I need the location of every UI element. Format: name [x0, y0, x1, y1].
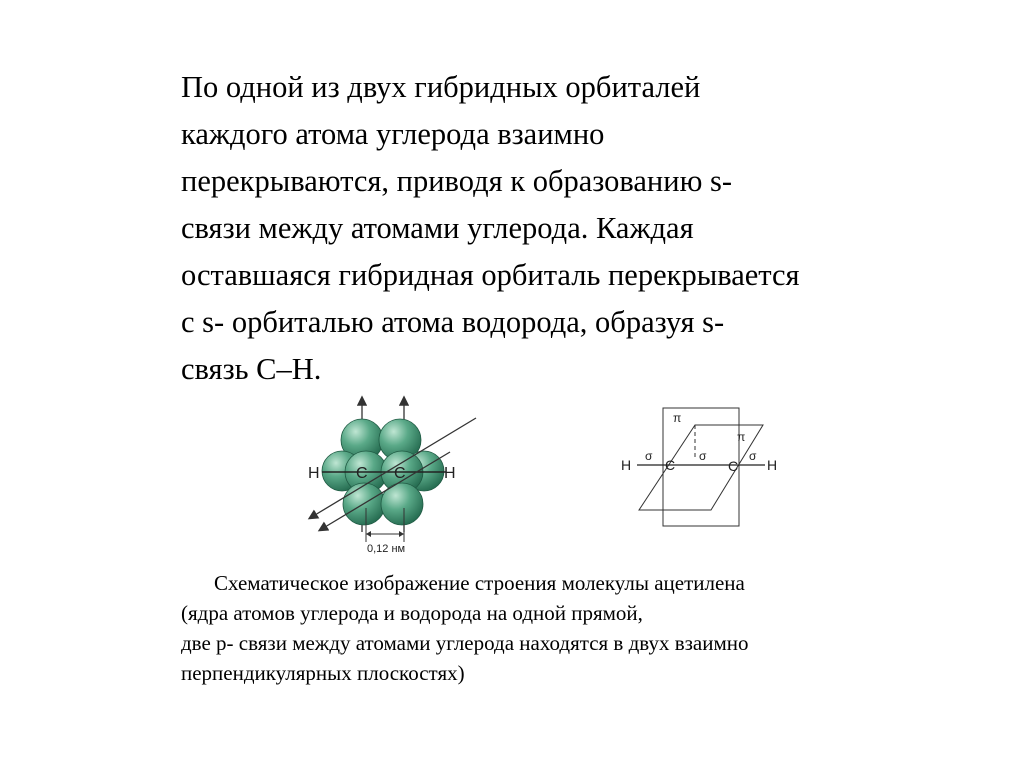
- atom-label-h-right: H: [444, 465, 456, 482]
- paragraph-line: перекрываются, приводя к образованию s-: [181, 164, 733, 198]
- acetylene-orbital-model: [290, 392, 490, 562]
- paragraph-line: каждого атома углерода взаимно: [181, 117, 605, 151]
- scheme-h-left: H: [621, 457, 632, 473]
- paragraph-line: оставшаяся гибридная орбиталь перекрывается: [181, 258, 800, 292]
- paragraph-line: связь С–Н.: [181, 352, 322, 386]
- main-paragraph: [181, 64, 1011, 393]
- paragraph-line: с s- орбиталью атома водорода, образуя s-: [181, 305, 725, 339]
- caption-line: Схематическое изображение строения молекулы ацетилена: [214, 571, 745, 595]
- scheme-sigma-center: σ: [699, 449, 707, 463]
- paragraph-line: По одной из двух гибридных орбиталей: [181, 70, 701, 104]
- scheme-sigma-right: σ: [749, 449, 757, 463]
- scheme-pi-diagonal: π: [737, 430, 746, 444]
- paragraph-line: связи между атомами углерода. Каждая: [181, 211, 694, 245]
- scheme-h-right: H: [767, 457, 778, 473]
- atom-label-c1: C: [356, 465, 368, 482]
- caption-line: перпендикулярных плоскостях): [181, 661, 465, 685]
- scheme-c1: C: [665, 457, 676, 473]
- atom-label-h-left: H: [308, 465, 320, 482]
- distance-label: 0,12 нм: [367, 543, 406, 555]
- scheme-c2: C: [728, 458, 739, 474]
- caption-line: две р- связи между атомами углерода находятся в двух взаимно: [181, 631, 749, 655]
- atom-label-c2: C: [394, 465, 406, 482]
- acetylene-bond-scheme: [615, 400, 790, 540]
- scheme-pi-vertical: π: [673, 411, 682, 425]
- caption-line: (ядра атомов углерода и водорода на одной прямой,: [181, 601, 643, 625]
- scheme-sigma-left: σ: [645, 449, 653, 463]
- figure-caption: [181, 568, 1011, 688]
